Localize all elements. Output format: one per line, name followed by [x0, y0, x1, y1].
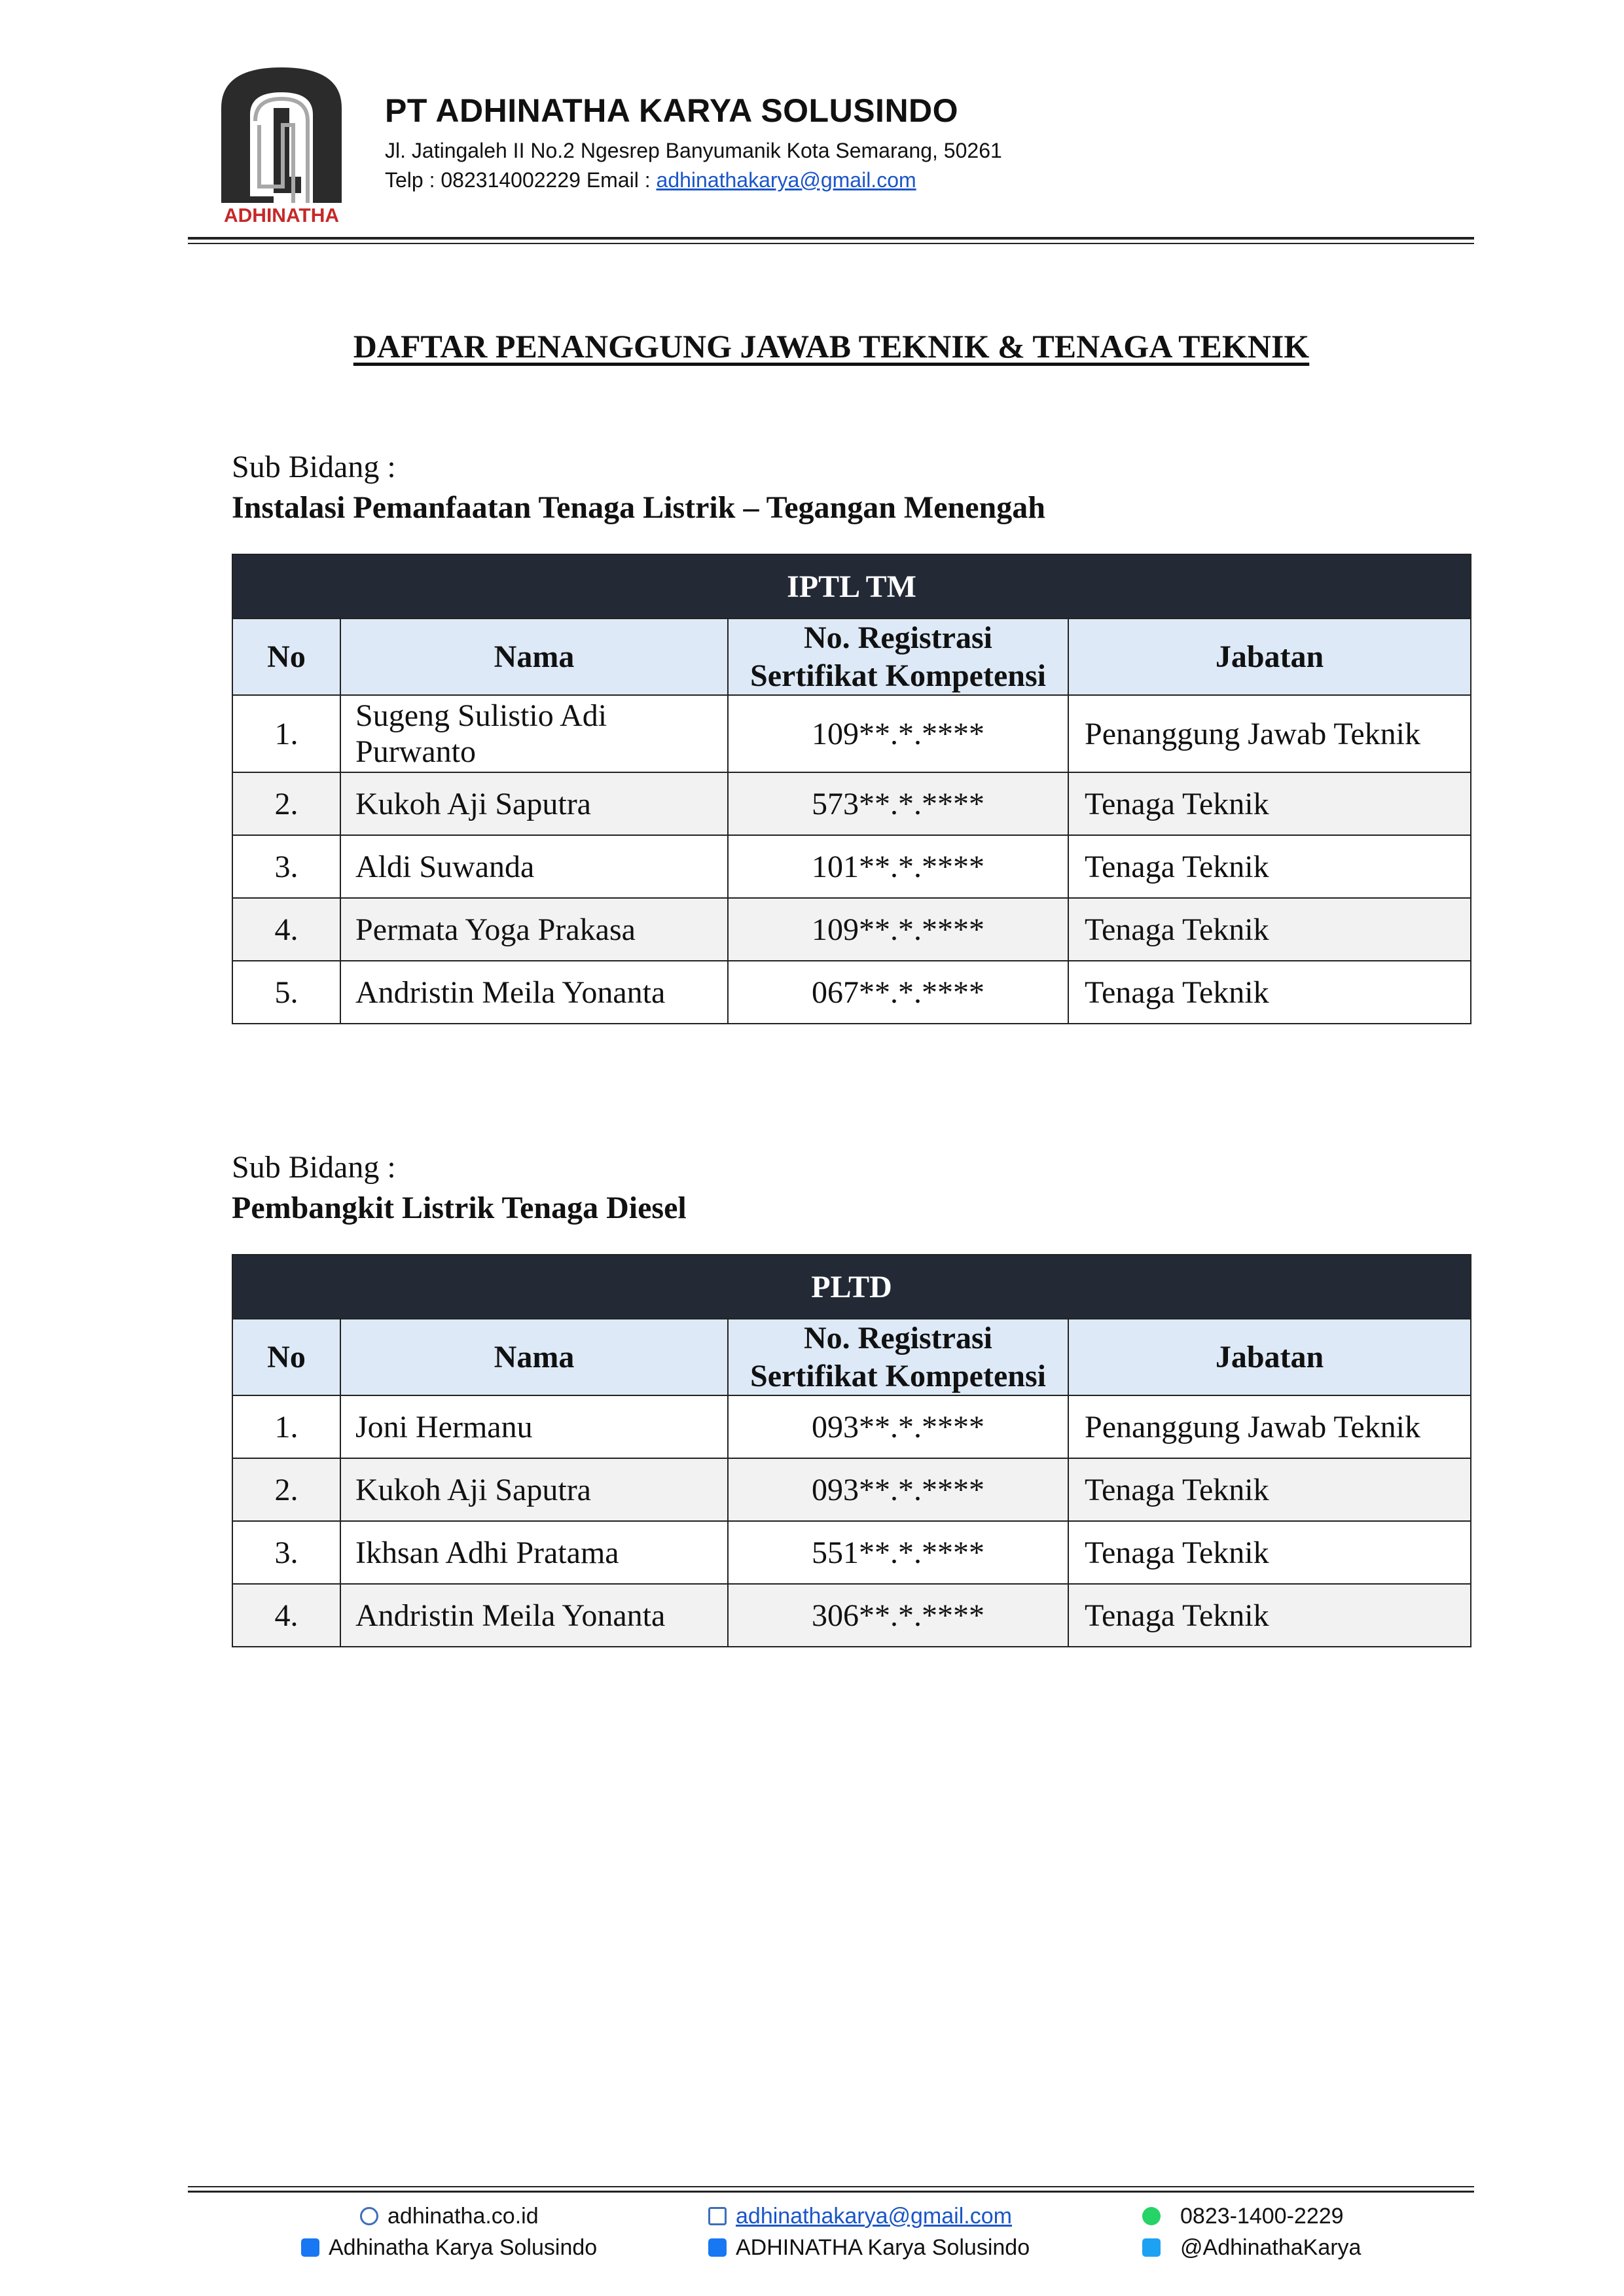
- footer-rule: [188, 2191, 1474, 2193]
- company-contact: [385, 168, 1002, 192]
- section-1-sub-name: Instalasi Pemanfaatan Tenaga Listrik – Tegangan Menengah: [232, 490, 1045, 525]
- table-row: 2. Kukoh Aji Saputra 573**.*.**** Tenaga Teknik: [232, 772, 1471, 835]
- company-address: Jl. Jatingaleh II No.2 Ngesrep Banyumanik Kota Semarang, 50261: [385, 139, 1002, 162]
- header-rule-thin: [188, 243, 1474, 244]
- mail-icon: [708, 2207, 727, 2225]
- col-nama: Nama: [340, 1319, 728, 1395]
- footer-twitter[interactable]: @AdhinathaKarya: [1180, 2234, 1362, 2260]
- col-jabatan: Jabatan: [1068, 619, 1471, 695]
- col-registrasi: No. Registrasi Sertifikat Kompetensi: [728, 1319, 1068, 1395]
- footer-col-web: [301, 2200, 597, 2263]
- col-nama: Nama: [340, 619, 728, 695]
- company-header: [385, 92, 1002, 192]
- table-row: 5. Andristin Meila Yonanta 067**.*.**** Tenaga Teknik: [232, 961, 1471, 1024]
- section-1-sub-label: Sub Bidang :: [232, 450, 396, 484]
- col-no: No: [232, 1319, 340, 1395]
- col-registrasi: No. Registrasi Sertifikat Kompetensi: [728, 619, 1068, 695]
- col-no: No: [232, 619, 340, 695]
- footer-facebook-1[interactable]: Adhinatha Karya Solusindo: [329, 2234, 598, 2260]
- table-row: 2. Kukoh Aji Saputra 093**.*.**** Tenaga Teknik: [232, 1458, 1471, 1521]
- table-iptl-tm: [232, 554, 1471, 1024]
- facebook-icon: [708, 2238, 727, 2257]
- table-row: 3. Aldi Suwanda 101**.*.**** Tenaga Teknik: [232, 835, 1471, 898]
- svg-text:ADHINATHA: ADHINATHA: [223, 205, 340, 226]
- header-rule: [188, 237, 1474, 240]
- facebook-icon: [301, 2238, 319, 2257]
- globe-icon: [360, 2207, 378, 2225]
- twitter-icon: [1142, 2238, 1161, 2257]
- col-jabatan: Jabatan: [1068, 1319, 1471, 1395]
- section-2-sub-name: Pembangkit Listrik Tenaga Diesel: [232, 1191, 687, 1225]
- table-row: 1. Sugeng Sulistio Adi Purwanto 109**.*.**** Penanggung Jawab Teknik: [232, 695, 1471, 772]
- table-pltd: [232, 1254, 1471, 1647]
- footer-col-email: [708, 2200, 1030, 2263]
- footer-email-link[interactable]: adhinathakarya@gmail.com: [736, 2203, 1012, 2229]
- table-row: 1. Joni Hermanu 093**.*.**** Penanggung Jawab Teknik: [232, 1395, 1471, 1458]
- table-row: 4. Permata Yoga Prakasa 109**.*.**** Tenaga Teknik: [232, 898, 1471, 961]
- company-name: PT ADHINATHA KARYA SOLUSINDO: [385, 92, 959, 129]
- company-logo: [216, 62, 347, 226]
- table-title: IPTL TM: [232, 554, 1471, 619]
- footer-facebook-2[interactable]: ADHINATHA Karya Solusindo: [736, 2234, 1030, 2260]
- footer-website[interactable]: adhinatha.co.id: [388, 2203, 539, 2229]
- section-2-sub-label: Sub Bidang :: [232, 1150, 396, 1185]
- document-title: DAFTAR PENANGGUNG JAWAB TEKNIK & TENAGA TEKNIK: [353, 328, 1310, 365]
- contact-phone: Telp : 082314002229 Email :: [385, 168, 657, 192]
- table-row: 3. Ikhsan Adhi Pratama 551**.*.**** Tenaga Teknik: [232, 1521, 1471, 1584]
- table-title: PLTD: [232, 1255, 1471, 1319]
- table-row: 4. Andristin Meila Yonanta 306**.*.**** Tenaga Teknik: [232, 1584, 1471, 1647]
- footer-whatsapp[interactable]: 0823-1400-2229: [1180, 2203, 1344, 2229]
- footer-rule-thin: [188, 2186, 1474, 2187]
- footer-col-social: [1142, 2200, 1361, 2263]
- whatsapp-icon: [1142, 2207, 1161, 2225]
- contact-email-link[interactable]: adhinathakarya@gmail.com: [656, 168, 916, 192]
